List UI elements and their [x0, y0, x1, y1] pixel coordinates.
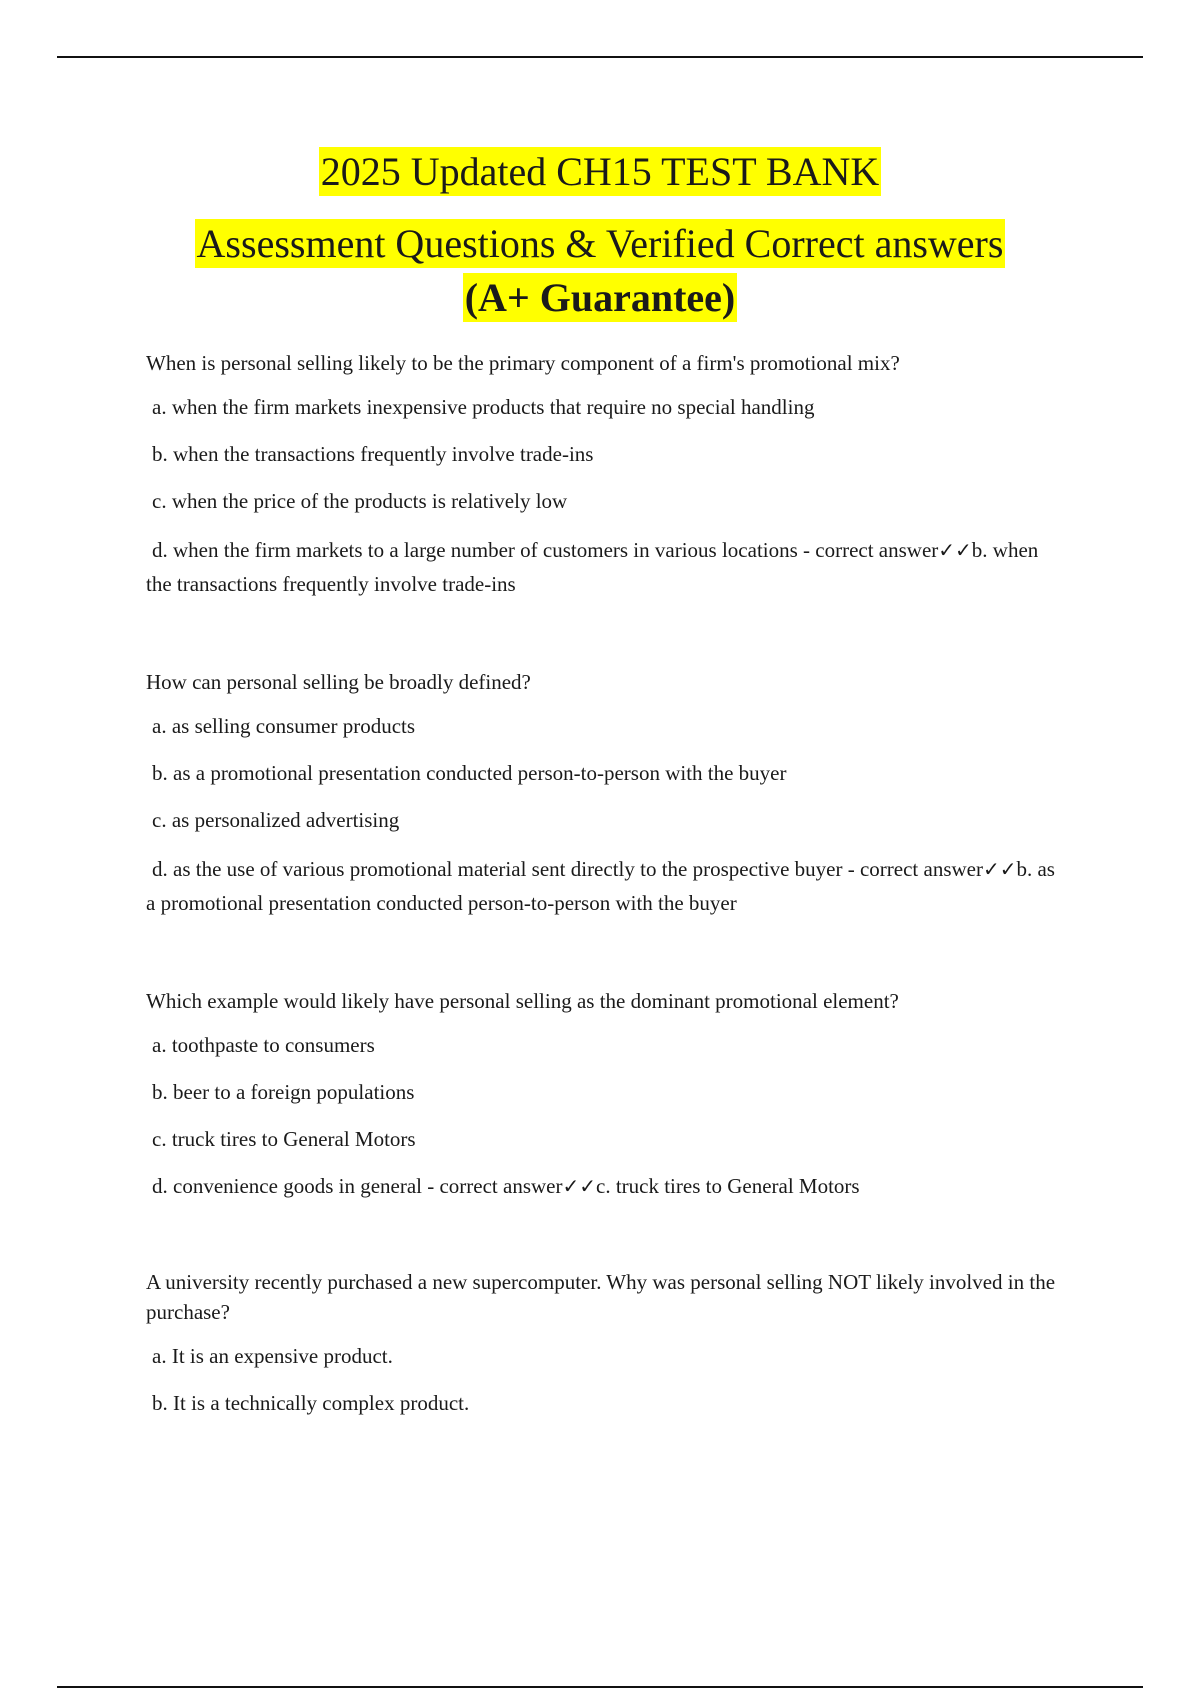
- option-c: c. truck tires to General Motors: [152, 1127, 416, 1151]
- option-c: c. as personalized advertising: [152, 808, 400, 832]
- option-d-with-answer: [146, 852, 1066, 920]
- title-line-1: 2025 Updated CH15 TEST BANK: [320, 149, 880, 194]
- bottom-rule: [57, 1686, 1143, 1688]
- option-b: b. It is a technically complex product.: [152, 1391, 470, 1415]
- option-d: d. convenience goods in general - correct answer: [152, 1174, 563, 1198]
- check-marks-icon: ✓✓: [562, 1174, 596, 1198]
- option-d: d. as the use of various promotional material sent directly to the prospective buyer - correct answer: [152, 857, 983, 881]
- correct-answer: c. truck tires to General Motors: [596, 1174, 860, 1198]
- option-b: b. as a promotional presentation conducted person-to-person with the buyer: [152, 761, 787, 785]
- correct-answer: b. as a promotional presentation conducted person-to-person with the buyer: [146, 857, 1055, 915]
- option-b: b. beer to a foreign populations: [152, 1080, 415, 1104]
- option-c: c. when the price of the products is relatively low: [152, 489, 568, 513]
- top-rule: [57, 56, 1143, 58]
- question-text: Which example would likely have personal selling as the dominant promotional element?: [146, 989, 899, 1013]
- question-list: [146, 348, 1066, 1484]
- option-d-with-answer: [152, 1171, 1066, 1201]
- check-marks-icon: ✓✓: [982, 857, 1017, 881]
- question-4: [146, 1267, 1066, 1418]
- option-a: a. when the firm markets inexpensive products that require no special handling: [152, 395, 815, 419]
- question-text: When is personal selling likely to be the primary component of a firm's promotional mix?: [146, 351, 900, 375]
- option-d: d. when the firm markets to a large number of customers in various locations - correct answer: [152, 538, 939, 562]
- option-d-with-answer: [146, 533, 1066, 601]
- title-line-2: Assessment Questions & Verified Correct answers: [196, 221, 1004, 266]
- option-a: a. as selling consumer products: [152, 714, 416, 738]
- check-marks-icon: ✓✓: [938, 538, 972, 562]
- option-a: a. It is an expensive product.: [152, 1344, 393, 1368]
- option-a: a. toothpaste to consumers: [152, 1033, 375, 1057]
- question-text: A university recently purchased a new supercomputer. Why was personal selling NOT likely involved in the purchase?: [146, 1270, 1056, 1324]
- correct-answer: b. when the transactions frequently involve trade-ins: [146, 538, 1039, 596]
- document-title: [0, 146, 1200, 322]
- question-1: [146, 348, 1066, 601]
- question-2: [146, 667, 1066, 920]
- title-line-3: (A+ Guarantee): [464, 275, 736, 320]
- option-b: b. when the transactions frequently involve trade-ins: [152, 442, 594, 466]
- question-3: [146, 986, 1066, 1201]
- question-text: How can personal selling be broadly defined?: [146, 670, 531, 694]
